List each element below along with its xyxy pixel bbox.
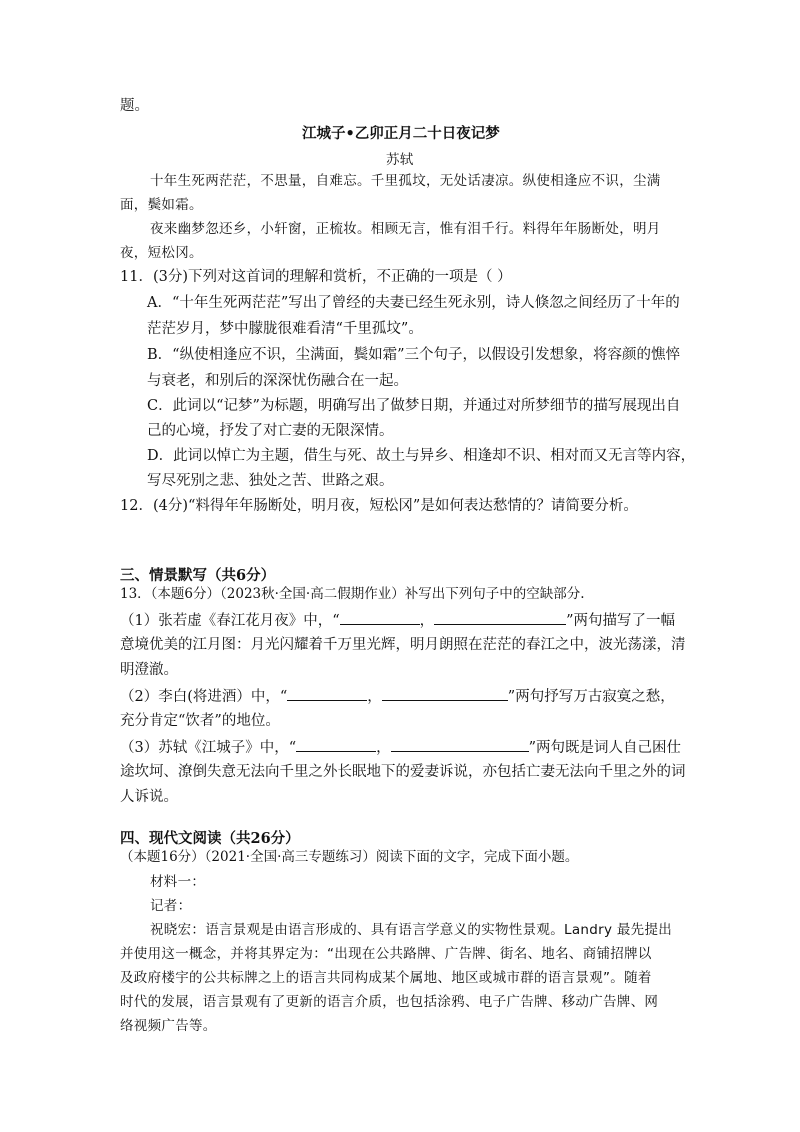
fill-blank-3-cont: 人诉说。 [120,789,178,805]
fill-text: （2）李白(将进酒）中，“ [120,689,288,705]
option-c-cont: 己的心境，抒发了对亡妻的无限深情。 [147,423,394,439]
poem-line: 面，鬓如霜。 [120,197,203,213]
fill-text: （3）苏轼《江城子》中，“ [120,740,297,756]
fill-text: ”两句描写了一幅 [566,613,676,629]
fill-blank-3 [120,737,681,758]
question-12-stem: 12．(4分)“料得年年肠断处，明月夜，短松冈”是如何表达愁情的？请简要分析。 [120,498,638,514]
fill-text: ”两句抒写万古寂寞之愁， [507,689,675,705]
fill-text: ， [419,613,435,629]
reporter-label: 记者： [150,898,192,914]
section-4-heading: 四、现代文阅读（共26分） [120,830,300,847]
question-13-stem: 13．（本题6分）（2023秋·全国·高二假期作业）补写出下列句子中的空缺部分. [120,586,585,602]
fill-text: ， [376,740,391,756]
article-text: 并使用这一概念，并将其界定为：“出现在公共路牌、广告牌、街名、地名、商铺招牌以 [120,946,652,962]
answer-blank[interactable] [287,686,367,701]
article-text: 祝晓宏：语言景观是由语言形成的、具有语言学意义的实物性景观。Landry 最先提出 [150,922,673,938]
fill-text: （1）张若虚《春江花月夜》中，“ [120,613,340,629]
fill-blank-1 [120,610,675,631]
section-4-intro: （本题16分）（2021·全国·高三专题练习）阅读下面的文字，完成下面小题。 [120,849,579,865]
fill-blank-3-cont: 途坎坷、潦倒失意无法向千里之外长眠地下的爱妻诉说，亦包括亡妻无法向千里之外的词 [120,764,686,780]
answer-blank[interactable] [382,686,508,701]
answer-blank[interactable] [434,610,566,625]
poem-author: 苏轼 [386,152,414,168]
option-a-cont: 茫茫岁月，梦中朦胧很难看清“千里孤坟”。 [147,321,423,337]
poem-line: 十年生死两茫茫，不思量，自难忘。千里孤坟，无处话凄凉。纵使相逢应不识，尘满 [150,173,661,189]
option-b-cont: 与衰老，和别后的深深忧伤融合在一起。 [147,373,408,389]
fill-text: ”两句既是词人自己困仕 [528,740,682,756]
answer-blank[interactable] [296,737,376,752]
option-b: B．“纵使相逢应不识，尘满面，鬓如霜”三个句子，以假设引发想象，将容颜的憔悴 [147,347,680,363]
material-label: 材料一： [150,874,206,890]
poem-line: 夜来幽梦忽还乡，小轩窗，正梳妆。相顾无言，惟有泪千行。料得年年肠断处，明月 [150,221,661,237]
continued-text: 题。 [120,98,149,114]
fill-blank-1-cont: 意境优美的江月图：月光闪耀着千万里光辉，明月朗照在茫茫的春江之中，波光荡漾，清 [120,637,686,653]
article-text: 及政府楼宇的公共标牌之上的语言共同构成某个属地、地区或城市群的语言景观”。随着 [120,970,652,986]
answer-blank[interactable] [391,737,529,752]
option-c: C．此词以“记梦”为标题，明确写出了做梦日期，并通过对所梦细节的描写展现出自 [147,398,681,414]
fill-blank-1-cont: 明澄澈。 [120,662,178,678]
question-11-stem: 11．(3分)下列对这首词的理解和赏析，不正确的一项是（ ） [120,269,512,285]
poem-line: 夜，短松冈。 [120,245,203,261]
article-text: 络视频广告等。 [120,1018,217,1034]
section-3-heading: 三、情景默写（共6分） [120,567,276,584]
fill-text: ， [367,689,382,705]
poem-title: 江城子•乙卯正月二十日夜记梦 [302,125,500,142]
fill-blank-2-cont: 充分肯定“饮者”的地位。 [120,713,280,729]
article-text: 时代的发展，语言景观有了更新的语言介质，也包括涂鸦、电子广告牌、移动广告牌、网 [120,994,659,1010]
fill-blank-2 [120,686,675,707]
option-d-cont: 写尽死别之悲、独处之苦、世路之艰。 [147,473,394,489]
option-d: D．此词以悼亡为主题，借生与死、故土与异乡、相逢却不识、相对而又无言等内容， [147,448,696,464]
answer-blank[interactable] [340,610,420,625]
option-a: A．“十年生死两茫茫”写出了曾经的夫妻已经生死永别，诗人倏忽之间经历了十年的 [147,295,680,311]
